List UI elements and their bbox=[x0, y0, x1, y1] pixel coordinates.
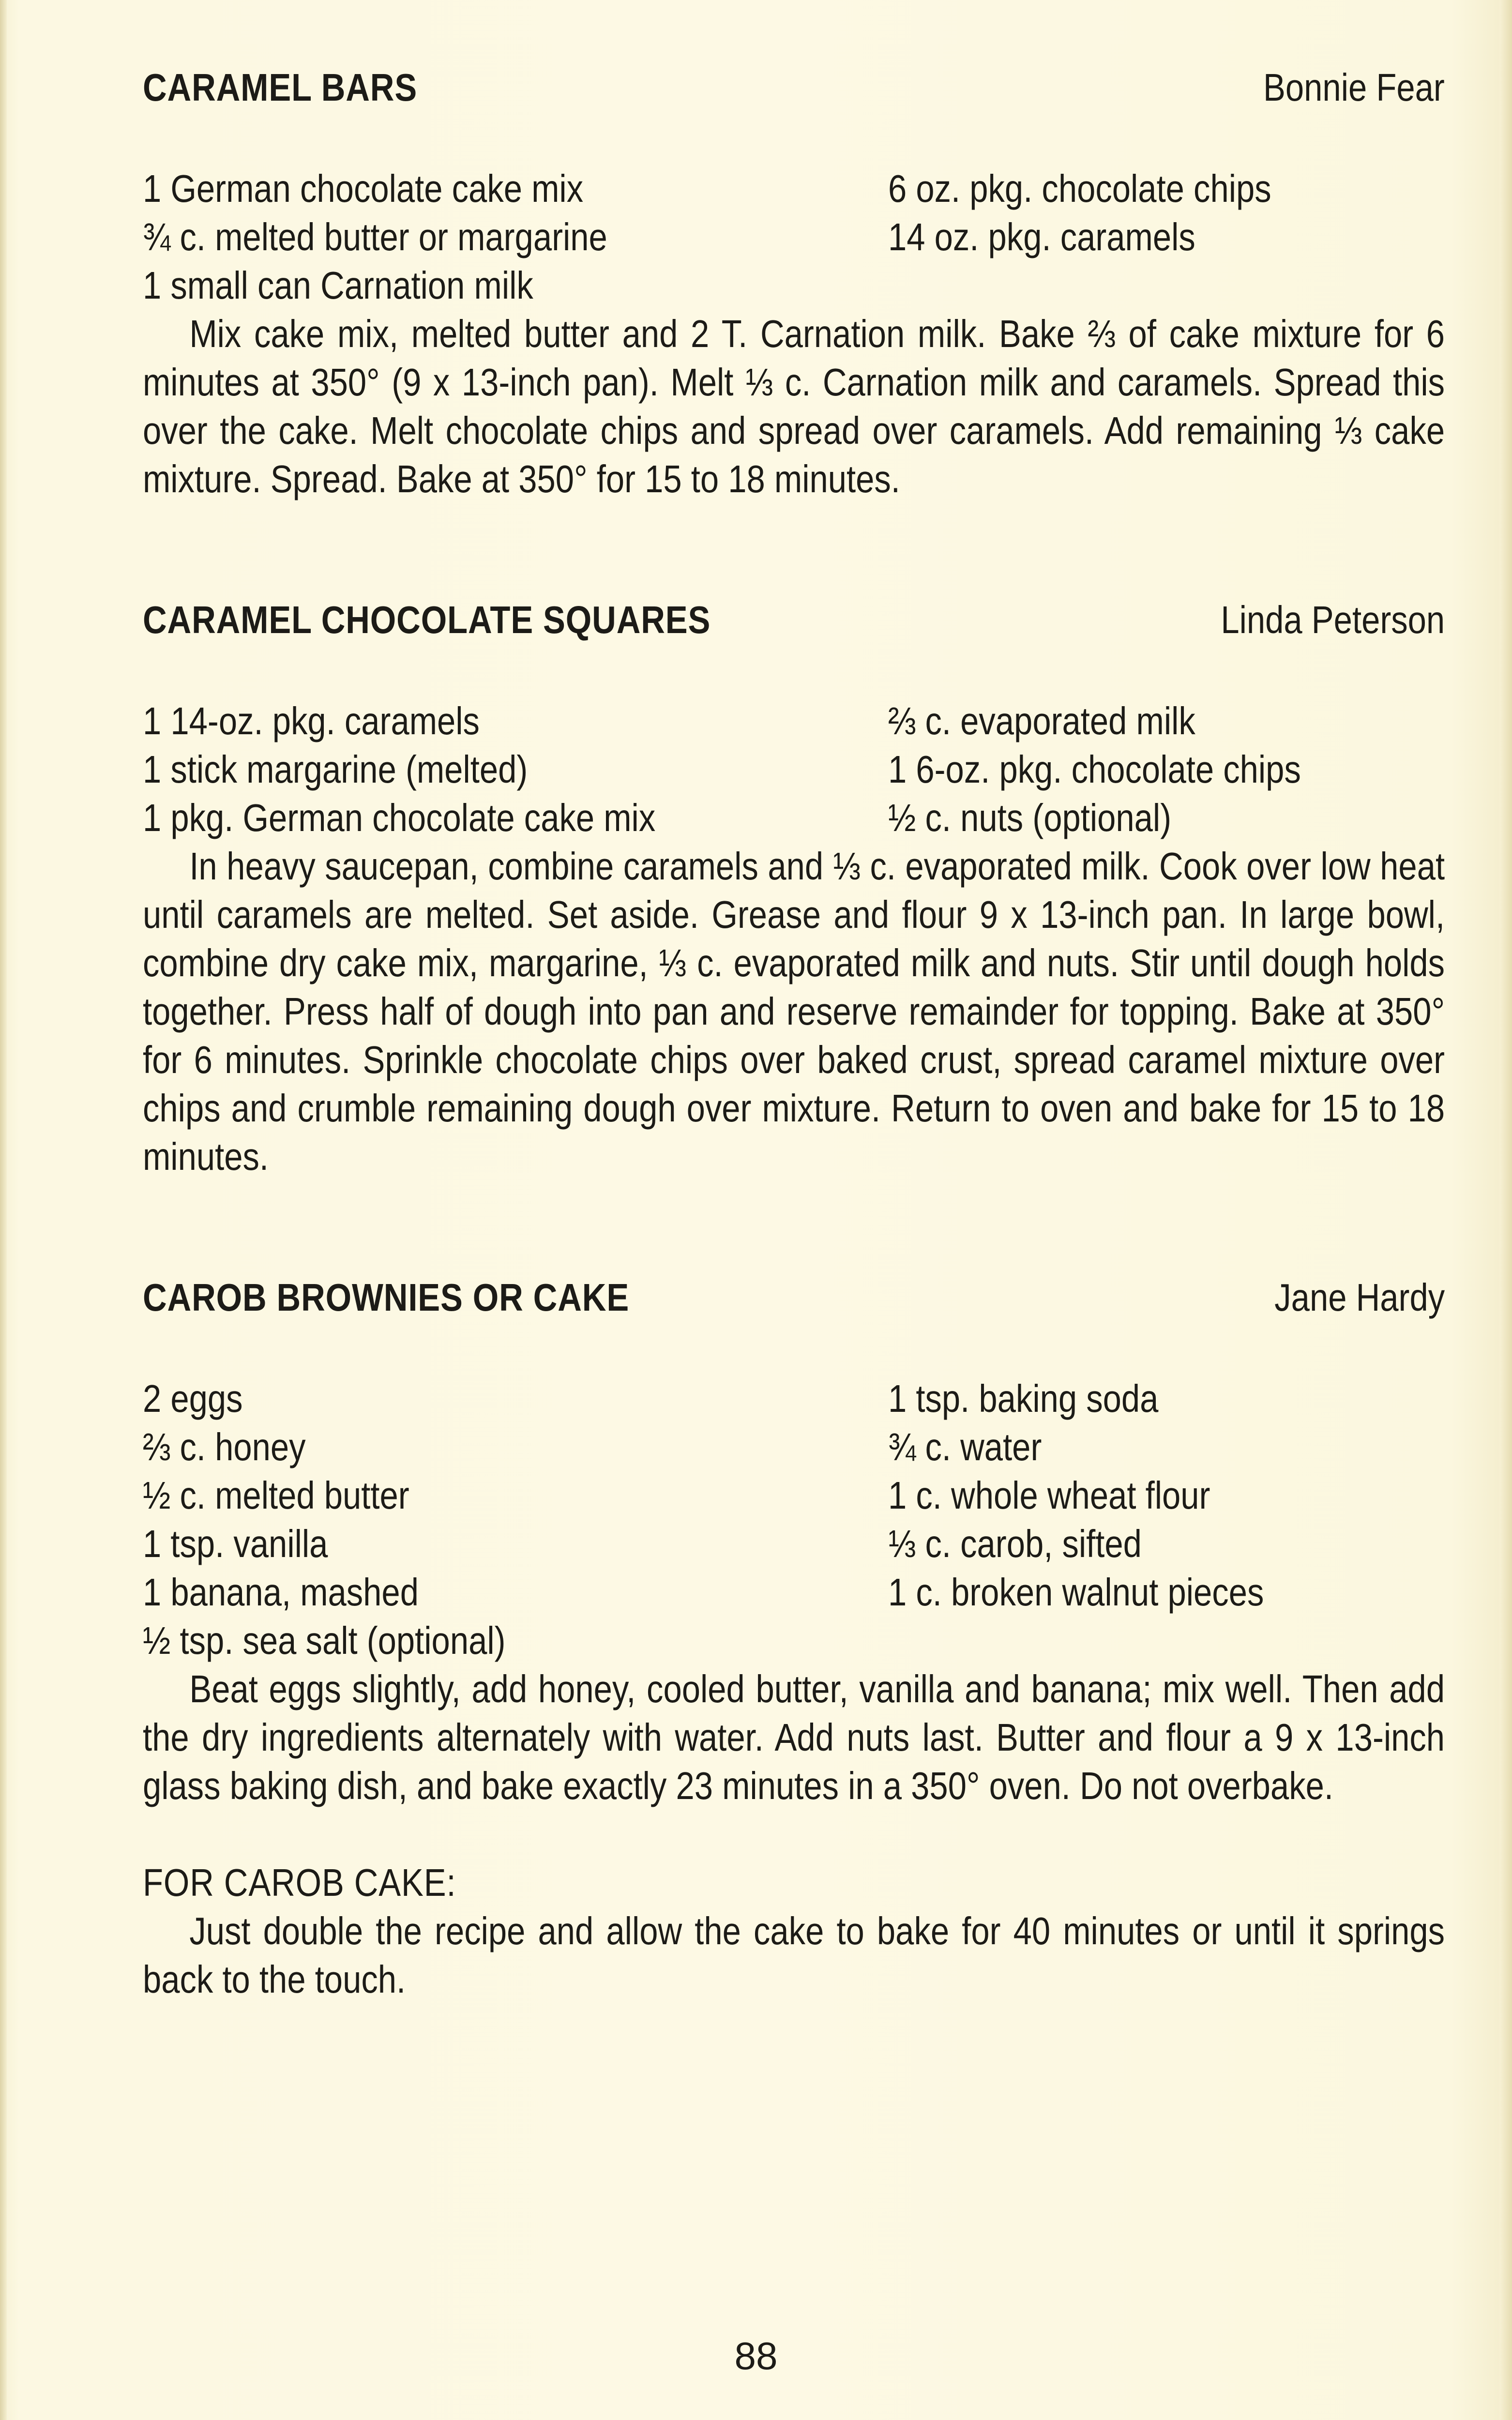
ingredient: ¾ c. melted butter or margarine bbox=[143, 215, 607, 258]
ingredient-list bbox=[143, 165, 1445, 310]
page-outer-edge bbox=[1499, 0, 1512, 2420]
ingredient: 1 pkg. German chocolate cake mix bbox=[143, 796, 656, 839]
ingredient: 1 German chocolate cake mix bbox=[143, 167, 584, 210]
recipe-author: Jane Hardy bbox=[1274, 1276, 1445, 1319]
ingredient: ⅔ c. evaporated milk bbox=[888, 699, 1195, 742]
ingredient: 1 tsp. vanilla bbox=[143, 1522, 328, 1565]
recipe-header bbox=[143, 598, 1445, 651]
ingredient: ½ c. melted butter bbox=[143, 1474, 409, 1517]
recipe-title: CAROB BROWNIES OR CAKE bbox=[143, 1276, 630, 1319]
ingredient: 1 c. whole wheat flour bbox=[888, 1474, 1210, 1517]
ingredient: 1 banana, mashed bbox=[143, 1571, 419, 1614]
ingredient-list bbox=[143, 1375, 1445, 1665]
variation-directions: Just double the recipe and allow the cake to bake for 40 minutes or until it springs back to the touch. bbox=[143, 1909, 1445, 2001]
recipe-header bbox=[143, 1275, 1445, 1329]
variation-heading: FOR CAROB CAKE: bbox=[143, 1861, 456, 1904]
ingredient: 14 oz. pkg. caramels bbox=[888, 215, 1195, 258]
ingredient-empty-cell bbox=[888, 261, 1367, 310]
page-binding-edge bbox=[0, 0, 7, 2420]
ingredient: 6 oz. pkg. chocolate chips bbox=[888, 167, 1271, 210]
recipe-carob-brownies-or-cake bbox=[143, 1275, 1445, 2004]
ingredient: ⅓ c. carob, sifted bbox=[888, 1522, 1142, 1565]
ingredient: 2 eggs bbox=[143, 1377, 243, 1420]
ingredient: ½ c. nuts (optional) bbox=[888, 796, 1172, 839]
recipe-title: CARAMEL BARS bbox=[143, 66, 418, 109]
recipe-author: Linda Peterson bbox=[1221, 598, 1445, 641]
ingredient: 1 6-oz. pkg. chocolate chips bbox=[888, 748, 1301, 791]
recipe-directions: In heavy saucepan, combine caramels and ⅓ c. evaporated milk. Cook over low heat until caramels are melted. Set aside. Grease and flour 9 x 13-inch pan. In large bowl, combine dry cake mix, margarine, ⅓ c. evaporated milk and nuts. Stir until dough holds together. Press half of dough into pan and reserve remainder for topping. Bake at 350° for 6 minutes. Sprinkle chocolate chips over baked crust, spread caramel mixture over chips and crumble remaining dough over mixture. Return to oven and bake for 15 to 18 minutes. bbox=[143, 845, 1445, 1178]
ingredient: 1 small can Carnation milk bbox=[143, 264, 533, 307]
ingredient-empty-cell bbox=[888, 1617, 1367, 1665]
ingredient-list bbox=[143, 697, 1445, 842]
ingredient: ½ tsp. sea salt (optional) bbox=[143, 1619, 506, 1662]
ingredient: ⅔ c. honey bbox=[143, 1425, 306, 1468]
ingredient: 1 stick margarine (melted) bbox=[143, 748, 528, 791]
ingredient: 1 14-oz. pkg. caramels bbox=[143, 699, 480, 742]
recipe-author: Bonnie Fear bbox=[1263, 66, 1445, 109]
recipe-directions: Mix cake mix, melted butter and 2 T. Carnation milk. Bake ⅔ of cake mixture for 6 minutes at 350° (9 x 13-inch pan). Melt ⅓ c. Carnation milk and caramels. Spread this over the cake. Melt chocolate chips and spread over caramels. Add remaining ⅓ cake mixture. Spread. Bake at 350° for 15 to 18 minutes. bbox=[143, 312, 1445, 500]
recipe-directions: Beat eggs slightly, add honey, cooled butter, vanilla and banana; mix well. Then add the dry ingredients alternately with water. Add nuts last. Butter and flour a 9 x 13-inch glass baking dish, and bake exactly 23 minutes in a 350° oven. Do not overbake. bbox=[143, 1667, 1445, 1807]
recipe-title: CARAMEL CHOCOLATE SQUARES bbox=[143, 598, 711, 641]
recipe-caramel-chocolate-squares bbox=[143, 598, 1445, 1181]
spacer bbox=[143, 1810, 1445, 1859]
recipe-header bbox=[143, 65, 1445, 119]
ingredient: 1 c. broken walnut pieces bbox=[888, 1571, 1264, 1614]
ingredient: 1 tsp. baking soda bbox=[888, 1377, 1159, 1420]
ingredient: ¾ c. water bbox=[888, 1425, 1042, 1468]
page-number: 88 bbox=[734, 2334, 778, 2377]
recipe-caramel-bars bbox=[143, 65, 1445, 503]
